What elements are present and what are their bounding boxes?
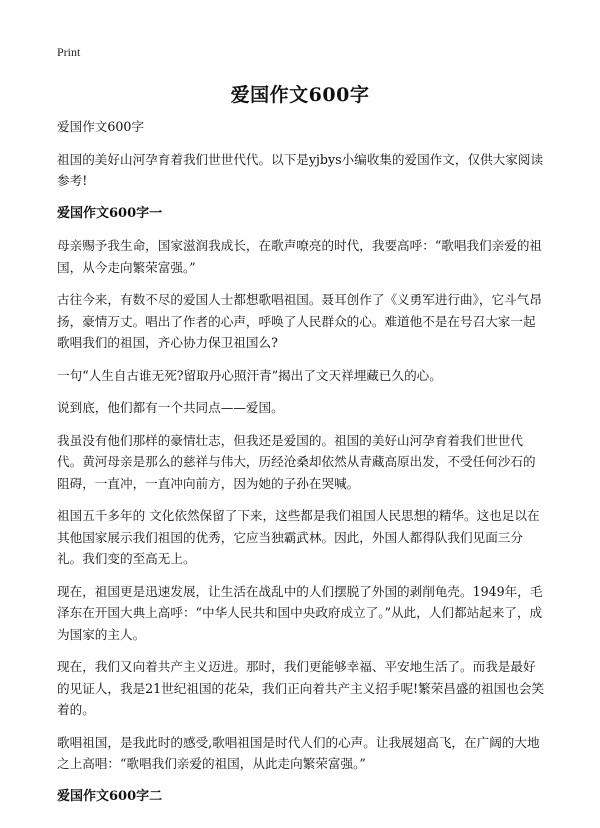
paragraph: 我虽没有他们那样的豪情壮志，但我还是爱国的。祖国的美好山河孕育着我们世世代代。黄河母亲是那么的慈祥与伟大，历经沧桑却依然从青藏高原出发，不受任何沙石的阻碍，一直冲，一直冲向前方，因为她的子孙在哭喊。 [57, 432, 536, 491]
paragraph: 歌唱祖国，是我此时的感受,歌唱祖国是时代人们的心声。让我展翅高飞，在广阔的大地之上高唱：“歌唱我们亲爱的祖国，从此走向繁荣富强。” [57, 734, 540, 771]
paragraph: 一句“人生自古谁无死?留取丹心照汗青”揭出了文天祥埋藏已久的心。 [57, 367, 442, 383]
section-heading-2: 爱国作文600字二 [57, 788, 163, 804]
paragraph: 现在，祖国更是迅速发展，让生活在战乱中的人们摆脱了外国的剥削龟壳。1949年，毛泽东在开国大典上高呼：“中华人民共和国中央政府成立了。”从此，人们都站起来了，成为国家的主人。 [57, 583, 543, 642]
print-label[interactable]: Print [57, 45, 81, 59]
paragraph: 说到底，他们都有一个共同点——爱国。 [57, 400, 284, 415]
article-body [57, 116, 547, 818]
paragraph: 祖国五千多年的 文化依然保留了下来，这些都是我们祖国人民思想的精华。这也足以在其他国家展示我们祖国的优秀，它应当独霸武林。因此，外国人都得队我们见面三分礼。我们变的至高无上。 [57, 508, 540, 566]
article-subtitle: 爱国作文600字 [57, 119, 145, 134]
paragraph: 母亲赐予我生命，国家滋润我成长，在歌声嘹亮的时代，我要高呼：“歌唱我们亲爱的祖国，从今走向繁荣富强。” [57, 238, 543, 275]
section-heading-1: 爱国作文600字一 [57, 205, 163, 221]
article-intro: 祖国的美好山河孕育着我们世世代代。以下是yjbys小编收集的爱国作文，仅供大家阅读参考! [57, 151, 544, 188]
paragraph: 古往今来，有数不尽的爱国人士都想歌唱祖国。聂耳创作了《义勇军进行曲》，它斗气昂扬，豪情万丈。唱出了作者的心声，呼唤了人民群众的心。难道他不是在号召大家一起歌唱我们的祖国，齐心协力保卫祖国么? [57, 292, 542, 350]
paragraph: 现在，我们又向着共产主义迈进。那时，我们更能够幸福、平安地生活了。而我是最好的见证人，我是21世纪祖国的花朵，我们正向着共产主义招手呢!繁荣昌盛的祖国也会笑着的。 [57, 659, 545, 717]
page-title: 爱国作文600字 [230, 84, 370, 106]
